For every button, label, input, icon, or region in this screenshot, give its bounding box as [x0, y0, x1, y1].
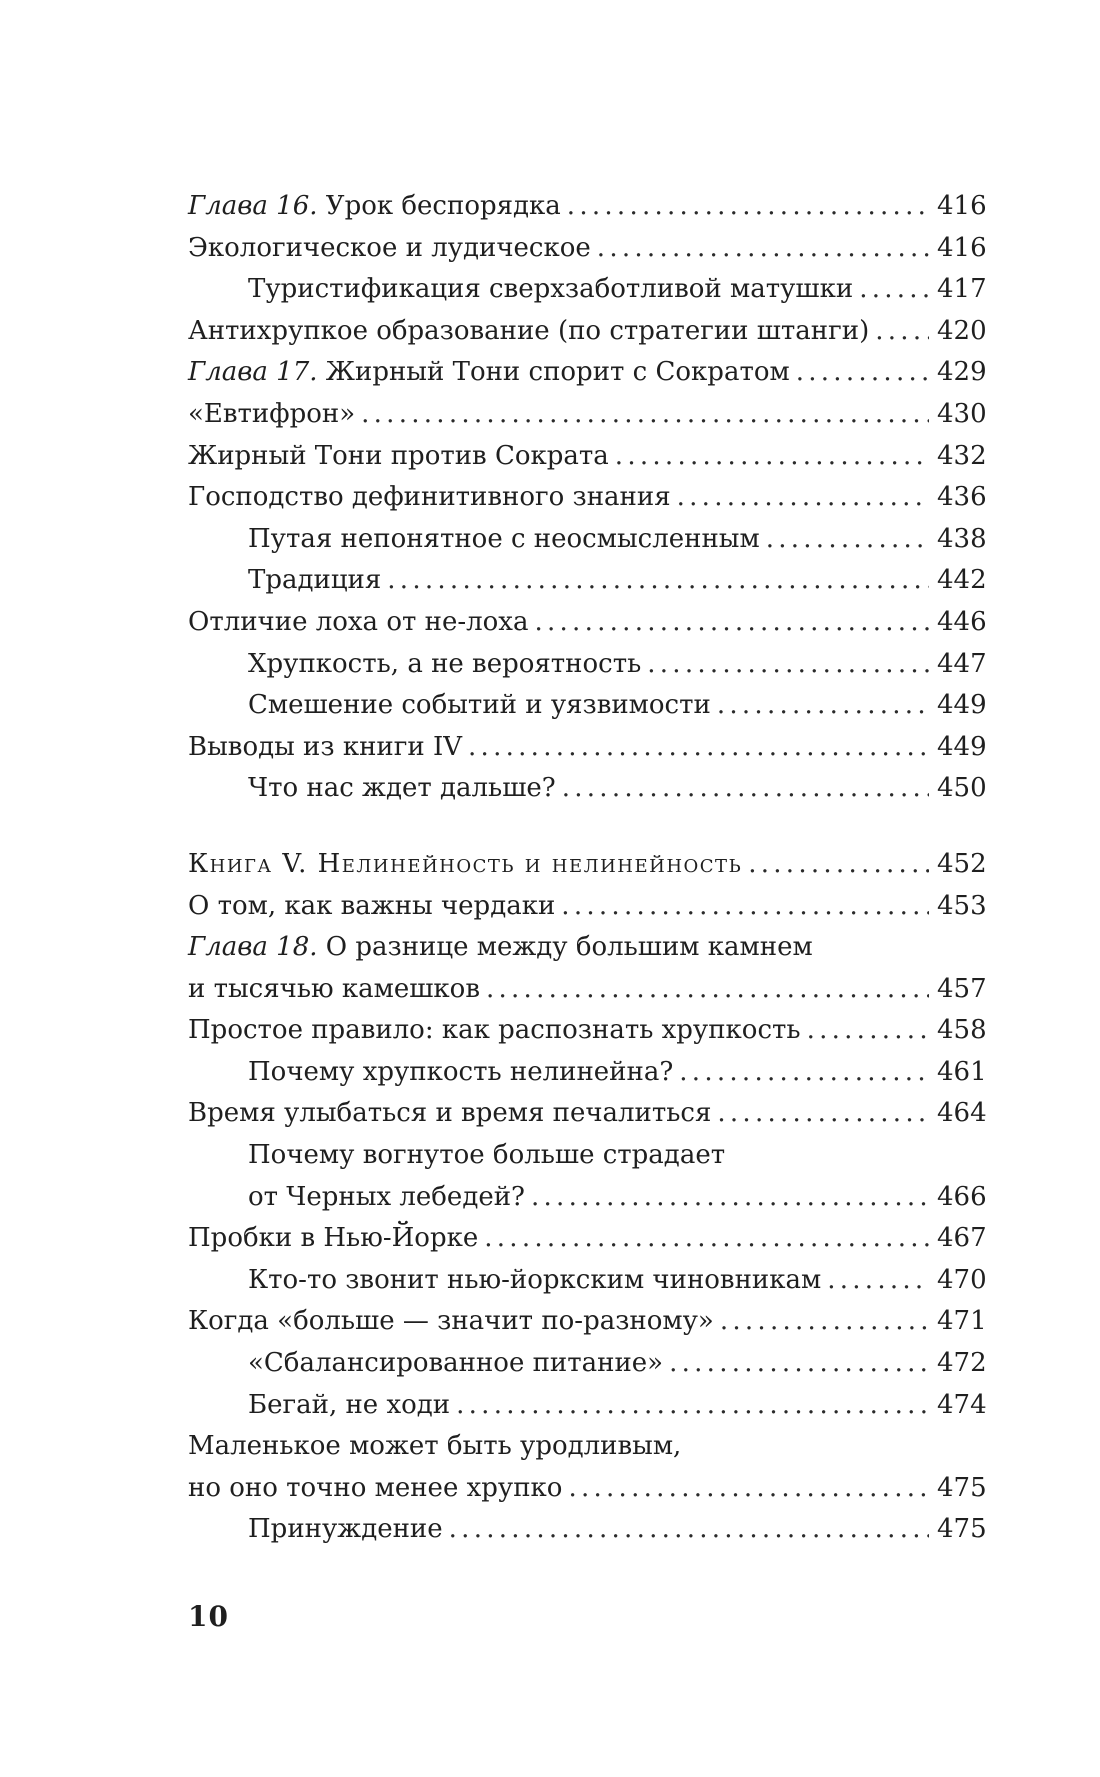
- toc-entry: [188, 1385, 987, 1427]
- toc-page-number: 447: [937, 648, 987, 679]
- toc-entry-title: [188, 886, 555, 928]
- toc-entry-text: Кто-то звонит нью-йоркским чиновникам: [248, 1264, 822, 1295]
- toc-entry: [188, 1426, 983, 1468]
- toc-entry-text: но оно точно менее хрупко: [188, 1472, 563, 1503]
- toc-entry: [188, 352, 987, 394]
- dot-leader: [568, 1468, 929, 1510]
- dot-leader: [534, 602, 929, 644]
- toc-page-number: 475: [937, 1472, 987, 1503]
- toc-entry-text: и тысячью камешков: [188, 973, 480, 1004]
- toc-entry-title: [248, 1260, 821, 1302]
- dot-leader: [796, 352, 929, 394]
- toc-entry-text: О том, как важны чердаки: [188, 890, 556, 921]
- toc-entry: [188, 927, 983, 969]
- toc-page-number: 464: [937, 1098, 987, 1129]
- page-number: 10: [188, 1600, 229, 1633]
- toc-entry: [188, 186, 987, 228]
- toc-entry-title: [248, 269, 853, 311]
- toc-entry-title: [188, 1426, 681, 1468]
- toc-page-number: 452: [937, 848, 987, 879]
- toc-entry-text: Урок беспорядка: [317, 191, 561, 221]
- dot-leader: [827, 1260, 929, 1302]
- toc-entry-title: [188, 394, 355, 436]
- toc-page-number: 472: [937, 1348, 987, 1379]
- toc-entry-title: [188, 436, 609, 478]
- toc-entry: [188, 1093, 987, 1135]
- dot-leader: [567, 186, 929, 228]
- toc-entry-text: Книга V. Нелинейность и нелинейность: [188, 848, 743, 879]
- toc-page-number: 461: [937, 1056, 987, 1087]
- toc-entry: [188, 394, 987, 436]
- toc-entry: [188, 560, 987, 602]
- dot-leader: [677, 477, 929, 519]
- dot-leader: [486, 969, 929, 1011]
- toc-entry-text: Бегай, не ходи: [248, 1389, 451, 1420]
- toc-entry-text: Простое правило: как распознать хрупкость: [188, 1015, 801, 1046]
- toc-entry-text: Что нас ждет дальше?: [248, 773, 556, 804]
- toc-entry-title: [188, 186, 561, 228]
- toc-entry-text: Пробки в Нью-Йорке: [188, 1223, 479, 1254]
- toc-page-number: 474: [937, 1389, 987, 1420]
- toc-page-number: 416: [937, 232, 987, 263]
- toc-page-number: 475: [937, 1514, 987, 1545]
- dot-leader: [562, 768, 929, 810]
- toc-entry-title: [188, 927, 813, 969]
- chapter-label: Глава 17.: [188, 357, 318, 388]
- toc-entry-title: [188, 844, 742, 886]
- toc-page-number: 471: [937, 1306, 987, 1337]
- toc-entry-text: Жирный Тони против Сократа: [188, 440, 609, 471]
- dot-leader: [720, 1301, 929, 1343]
- toc-entry: [188, 1509, 987, 1551]
- toc-page-number: 467: [937, 1223, 987, 1254]
- toc-entry-text: Почему вогнутое больше страдает: [248, 1140, 726, 1171]
- toc-entry-text: Почему хрупкость нелинейна?: [248, 1056, 674, 1087]
- toc-entry-text: Путая непонятное с неосмысленным: [248, 523, 760, 554]
- toc-entry-text: Отличие лоха от не-лоха: [188, 606, 529, 637]
- toc-section-2: [188, 844, 987, 1551]
- toc-entry: [188, 1010, 987, 1052]
- toc-entry-text: Туристификация сверхзаботливой матушки: [248, 274, 854, 305]
- dot-leader: [561, 886, 929, 928]
- toc-entry: [188, 1343, 987, 1385]
- toc-entry-title: [188, 602, 528, 644]
- chapter-label: Глава 18.: [188, 932, 318, 963]
- toc-entry-title: [188, 1010, 801, 1052]
- toc-entry-title: [188, 1301, 714, 1343]
- toc-entry-text: Жирный Тони спорит с Сократом: [317, 357, 790, 388]
- toc-entry: [188, 1135, 983, 1177]
- toc-entry-title: [188, 352, 790, 394]
- dot-leader: [748, 844, 929, 886]
- dot-leader: [615, 436, 929, 478]
- dot-leader: [859, 269, 929, 311]
- dot-leader: [468, 727, 929, 769]
- toc-entry-title: [248, 1052, 673, 1094]
- toc-entry-title: [248, 1385, 450, 1427]
- toc-entry: [188, 269, 987, 311]
- toc-page-number: 470: [937, 1264, 987, 1295]
- toc-entry-title: [248, 1177, 525, 1219]
- toc-entry-title: [248, 519, 760, 561]
- toc-entry: [188, 1301, 987, 1343]
- toc-entry-text: Господство дефинитивного знания: [188, 482, 671, 513]
- dot-leader: [766, 519, 929, 561]
- toc-entry: [188, 1052, 987, 1094]
- toc-entry: [188, 436, 987, 478]
- toc-entry: [188, 727, 987, 769]
- toc-entry: [188, 228, 987, 270]
- dot-leader: [875, 311, 929, 353]
- toc-entry-text: Антихрупкое образование (по стратегии штанги): [188, 315, 870, 346]
- toc-entry-title: [188, 1218, 478, 1260]
- toc-entry-title: [248, 685, 711, 727]
- toc-entry-title: [188, 1468, 562, 1510]
- section-spacer: [188, 810, 983, 844]
- dot-leader: [387, 560, 929, 602]
- dot-leader: [361, 394, 929, 436]
- toc-entry-text: Принуждение: [248, 1514, 443, 1545]
- toc-page-number: 453: [937, 890, 987, 921]
- toc-entry-text: от Черных лебедей?: [248, 1181, 525, 1212]
- toc-page-number: 457: [937, 973, 987, 1004]
- toc-page-number: 446: [937, 606, 987, 637]
- toc-page-number: 420: [937, 315, 987, 346]
- toc-entry-title: [188, 727, 462, 769]
- toc-entry: [188, 519, 987, 561]
- toc-page-number: 432: [937, 440, 987, 471]
- toc-entry-title: [188, 228, 591, 270]
- dot-leader: [717, 1093, 929, 1135]
- toc-entry-title: [188, 477, 671, 519]
- toc-entry-text: Хрупкость, а не вероятность: [248, 648, 642, 679]
- toc-entry-text: Экологическое и лудическое: [188, 232, 591, 263]
- toc-page-number: 430: [937, 398, 987, 429]
- toc-entry-text: «Евтифрон»: [188, 398, 356, 429]
- dot-leader: [669, 1343, 929, 1385]
- toc-entry-title: [188, 311, 869, 353]
- toc-entry-text: О разнице между большим камнем: [317, 932, 813, 963]
- toc-entry-title: [248, 768, 556, 810]
- toc-entry-title: [248, 644, 641, 686]
- toc-page-number: 458: [937, 1015, 987, 1046]
- toc-entry-text: Смешение событий и уязвимости: [248, 690, 711, 721]
- dot-leader: [647, 644, 929, 686]
- toc-page-number: 417: [937, 274, 987, 305]
- toc-entry: [188, 311, 987, 353]
- dot-leader: [531, 1177, 929, 1219]
- toc-entry-title: [248, 560, 381, 602]
- toc-page-number: 438: [937, 523, 987, 554]
- toc-entry-text: Маленькое может быть уродливым,: [188, 1431, 682, 1462]
- toc-entry: [188, 1468, 987, 1510]
- toc-page-number: 436: [937, 482, 987, 513]
- toc-page-number: 429: [937, 357, 987, 388]
- toc-entry: [188, 768, 987, 810]
- chapter-label: Глава 16.: [188, 191, 318, 221]
- dot-leader: [679, 1052, 929, 1094]
- dot-leader: [449, 1509, 929, 1551]
- toc-entry-text: Время улыбаться и время печалиться: [188, 1098, 712, 1129]
- toc-entry: [188, 969, 987, 1011]
- toc-entry-text: Когда «больше — значит по-разному»: [188, 1306, 714, 1337]
- toc-entry: [188, 477, 987, 519]
- toc-page-number: 449: [937, 731, 987, 762]
- toc-entry-text: «Сбалансированное питание»: [248, 1348, 664, 1379]
- toc-entry: [188, 1177, 987, 1219]
- toc-entry: [188, 602, 987, 644]
- toc-page-number: 466: [937, 1181, 987, 1212]
- toc-page-number: 442: [937, 565, 987, 596]
- toc-entry-title: [248, 1135, 725, 1177]
- toc-entry: [188, 886, 987, 928]
- dot-leader: [484, 1218, 929, 1260]
- toc-page-number: 416: [937, 191, 987, 221]
- toc-entry-text: Выводы из книги IV: [188, 731, 463, 762]
- dot-leader: [717, 685, 929, 727]
- toc-entry: [188, 685, 987, 727]
- toc-entry: [188, 1260, 987, 1302]
- toc-book-heading: [188, 844, 987, 886]
- toc-section-1: [188, 186, 987, 810]
- toc-entry: [188, 644, 987, 686]
- toc-entry-text: Традиция: [248, 565, 382, 596]
- toc-entry: [188, 1218, 987, 1260]
- toc-entry-title: [188, 969, 480, 1011]
- toc-entry-title: [248, 1509, 443, 1551]
- dot-leader: [456, 1385, 929, 1427]
- toc-page-number: 449: [937, 690, 987, 721]
- toc-page-number: 450: [937, 773, 987, 804]
- toc-entry-title: [188, 1093, 711, 1135]
- dot-leader: [597, 228, 929, 270]
- dot-leader: [807, 1010, 929, 1052]
- toc-entry-title: [248, 1343, 663, 1385]
- table-of-contents: [188, 186, 987, 1551]
